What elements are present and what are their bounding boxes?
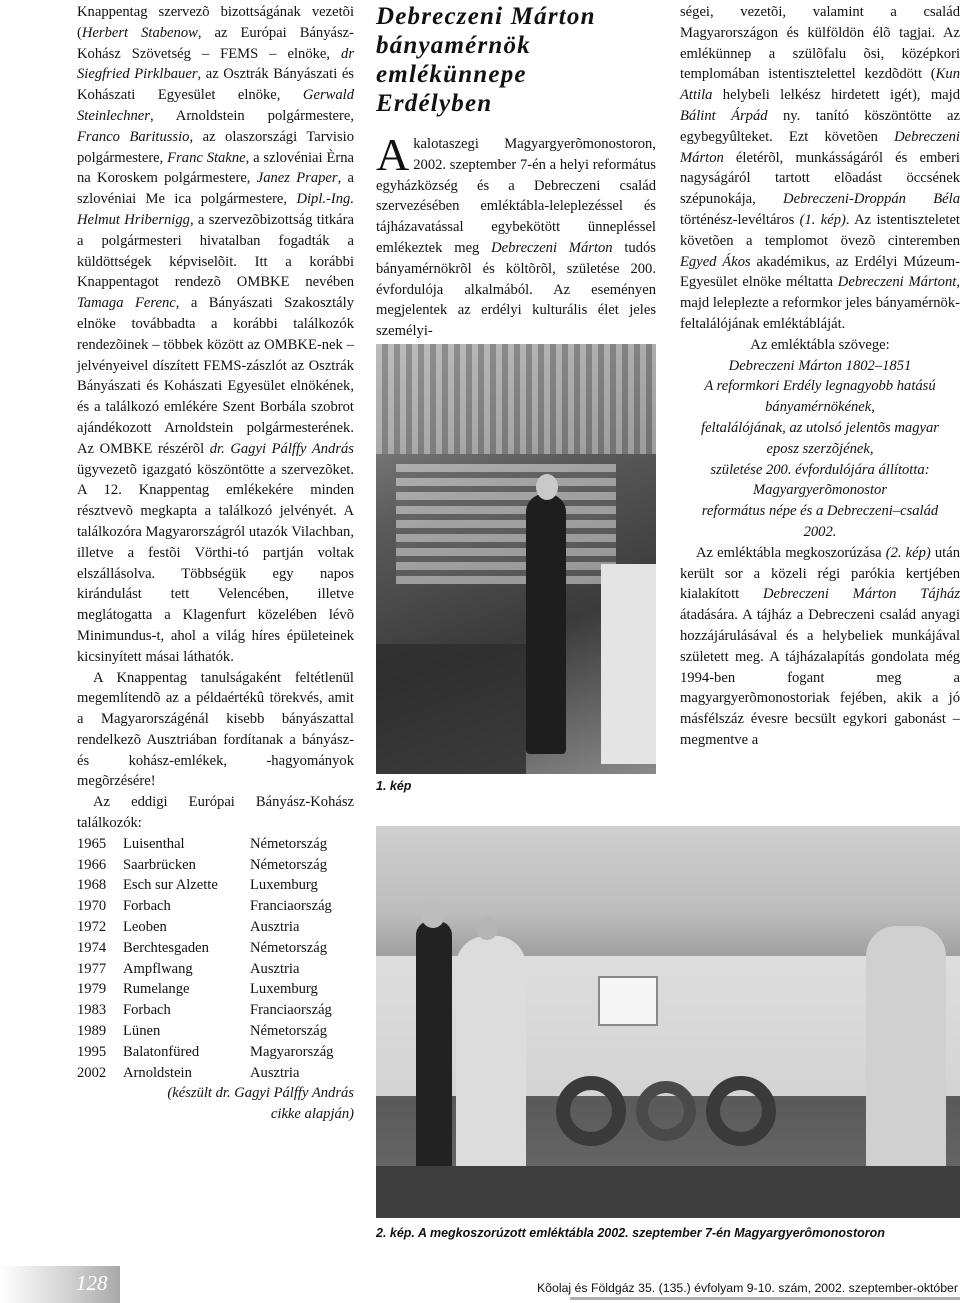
italic-run: Janez Praper: [256, 170, 338, 187]
meeting-city: Lünen: [123, 1023, 161, 1040]
table-row: [77, 938, 354, 959]
text-run: ügyvezetõ igazgató köszöntötte a szervezõket. A 12. Knappentag emlékekére minden résztvevõ megkapta a találkozó jelvényét. A találkozóra Magyarországról utazók Vilachban, illetve a festõi Vörthi-tó partján voltak elszállásolva. Többségük egy napos kirándulást tett Velencében, illetve meglátogatta a Klagenfurt közelében lévõ Minimundus-t, ahol a világ híres épületeinek kicsinyített másai láthatók.: [77, 461, 354, 665]
italic-run: Herbert Stabenow: [81, 24, 198, 41]
meeting-year: 1966: [77, 856, 107, 873]
meeting-country: Franciaország: [250, 1002, 332, 1019]
italic-run: (2. kép): [885, 544, 931, 561]
text-run: , az olaszországi Tarvisio polgármestere,: [77, 128, 354, 166]
italic-run: Debreczeni-Droppán Béla: [783, 191, 960, 208]
meeting-city: Luisenthal: [123, 835, 185, 852]
italic-run: Kun Attila: [680, 66, 960, 104]
italic-run: Franco Baritussio: [77, 128, 190, 145]
meeting-year: 1977: [77, 960, 107, 977]
title-line-2: bányamérnök emlékünnepe: [376, 32, 531, 88]
meeting-year: 1965: [77, 835, 107, 852]
intro-paragraph: [376, 129, 656, 342]
text-run: életérõl, munkásságáról és emberi nagyságáról tartott elõadást öccsének szépunokája,: [680, 149, 960, 208]
meeting-city: Berchtesgaden: [123, 939, 209, 956]
page-number: 128: [76, 1271, 108, 1295]
plaque-line: bányamérnökének,: [765, 399, 875, 416]
col3-paragraph-3: [680, 543, 960, 751]
col1-paragraph-3: Az eddigi Európai Bányász-Kohász találkozók:: [77, 794, 354, 832]
text-run: , az Európai Bányász-Kohász Szövetség – FEMS – elnöke,: [77, 24, 355, 62]
text-run: után került sor a közeli régi parókia kertjében kialakított: [680, 544, 960, 603]
meeting-country: Magyarország: [250, 1043, 334, 1060]
column-1: [77, 2, 354, 1125]
text-run: , Arnoldstein polgármestere,: [149, 107, 354, 124]
meeting-city: Rumelange: [123, 981, 190, 998]
table-row: [77, 855, 354, 876]
text-run: , a szlovéniai Èrna na Koroskem polgármestere,: [77, 149, 354, 187]
text-run: helybeli lelkész hirdetett igét), majd: [712, 87, 960, 104]
meeting-country: Ausztria: [250, 1064, 300, 1081]
meetings-table: [77, 834, 354, 1084]
text-run: kalotaszegi Magyargyerõmonostoron, 2002. szeptember 7-én a helyi református egyházközség és a Debreczeni család szervezésében emléktábla-leleplezéssel és tájházavatással egybekötött ünnepléssel emlékeztek meg: [376, 136, 656, 256]
plaque-line: eposz szerzõjének,: [766, 440, 874, 457]
meeting-year: 1995: [77, 1043, 107, 1060]
meeting-year: 2002: [77, 1064, 107, 1081]
table-row: [77, 896, 354, 917]
table-row: [77, 1000, 354, 1021]
plaque-line: református népe és a Debreczeni–család: [701, 503, 939, 520]
text-run: ségei, vezetõi, valamint a család Magyarországon és külföldön élõ tagjai. Az emlékünnep a szülõfalu õsi, középkori templomában istentisztelettel kezdõdött (: [680, 4, 960, 83]
col1-paragraph-1: [77, 2, 354, 668]
italic-run: Egyed Ákos: [680, 253, 751, 270]
text-run: . Az istentiszteletet követõen a templomot övezõ cinteremben: [680, 211, 960, 249]
intro-text: [376, 129, 656, 340]
meeting-country: Franciaország: [250, 898, 332, 915]
page-number-block: [0, 1266, 120, 1303]
credit-line-1: (készült dr. Gagyi Pálffy András: [167, 1085, 354, 1102]
article-title: [376, 2, 656, 118]
italic-run: Debreczeni Márton: [680, 128, 960, 166]
meeting-city: Balatonfüred: [123, 1043, 200, 1060]
meeting-year: 1968: [77, 877, 107, 894]
drop-cap: A: [376, 129, 410, 180]
caption-photo-1: 1. kép: [376, 779, 412, 793]
plaque-line: feltalálójának, az utolsó jelentõs magyar: [701, 419, 939, 436]
title-line-3: Erdélyben: [376, 90, 493, 117]
meeting-city: Forbach: [123, 1002, 171, 1019]
meeting-city: Arnoldstein: [123, 1064, 192, 1081]
text-run: Az emléktábla megkoszorúzása: [696, 544, 886, 561]
meeting-country: Németország: [250, 835, 327, 852]
italic-run: dr Siegfried Pirklbauer: [77, 45, 354, 83]
italic-run: Dipl.-Ing. Helmut Hribernigg: [77, 191, 354, 228]
text-run: , az Osztrák Bányászati és Kohászati Egyesület elnöke,: [77, 66, 354, 104]
text-run: , a szervezõbizottság titkára a polgármesteri hivatalban fogadták a küldöttségek képviselõit. Itt a korábbi Knappentagot rendezõ OMBKE nevében: [77, 211, 354, 291]
meeting-country: Németország: [250, 1023, 327, 1040]
plaque-line: 2002.: [803, 523, 837, 540]
table-row: [77, 959, 354, 980]
italic-run: Debreczeni Márton: [491, 239, 613, 256]
text-run: akadémikus, az Erdélyi Múzeum-Egyesület elnöke méltatta: [680, 253, 960, 291]
meeting-year: 1974: [77, 939, 107, 956]
text-run: , a Bányászati Szakosztály elnöke továbbadta a korábbi találkozók rendezõinek – többek között az OMBKE-nek – jelvényeivel díszített FEMS-zászlót az Osztrák Bányászati és Kohászati Egyesület elnökének, és a találkozó emlékére Szent Borbála szobrot ajándékozott Arnoldstein polgármesterének. Az OMBKE részérõl: [77, 295, 354, 457]
meeting-year: 1972: [77, 919, 107, 936]
table-row: [77, 979, 354, 1000]
meeting-city: Forbach: [123, 898, 171, 915]
photo-church-lecture: [376, 344, 656, 774]
meeting-country: Luxemburg: [250, 877, 318, 894]
caption-photo-2: 2. kép. A megkoszorúzott emléktábla 2002. szeptember 7-én Magyargyerômonostoron: [376, 1226, 885, 1240]
table-row: [77, 917, 354, 938]
column-2: [376, 2, 656, 342]
italic-run: Debreczeni Mártont: [837, 274, 957, 291]
text-run: ny. tanító köszöntötte az egybegyûlteket. Ezt követõen: [680, 107, 960, 145]
table-row: [77, 834, 354, 855]
meeting-year: 1979: [77, 981, 107, 998]
col3-paragraph-1: [680, 2, 960, 335]
table-row: [77, 875, 354, 896]
text-run: átadására. A tájház a Debreczeni család anyagi hozzájárulásával és a helybeliek munkájával született meg. A tájházalapítás gondolata még 1994-ben fogant meg a magyargyerõmonostoriak fejében, akik a jó másfélszáz évesre becsült egykori gabonást – megmentve a: [680, 607, 960, 748]
italic-run: Gerwald Steinlechner: [77, 87, 354, 124]
meeting-country: Ausztria: [250, 960, 300, 977]
credit-line-2: cikke alapján): [270, 1106, 354, 1123]
meeting-city: Saarbrücken: [123, 856, 196, 873]
journal-footer: Kõolaj és Földgáz 35. (135.) évfolyam 9-10. szám, 2002. szeptember-október: [536, 1281, 958, 1295]
column-3: [680, 2, 960, 751]
meeting-country: Németország: [250, 856, 327, 873]
meeting-country: Ausztria: [250, 919, 300, 936]
meeting-year: 1989: [77, 1023, 107, 1040]
meeting-city: Ampflwang: [123, 960, 193, 977]
meeting-year: 1970: [77, 898, 107, 915]
table-row: [77, 1042, 354, 1063]
italic-run: Tamaga Ferenc: [77, 295, 176, 312]
italic-run: Franc Stakne: [167, 149, 246, 166]
meeting-country: Luxemburg: [250, 981, 318, 998]
table-row: [77, 1063, 354, 1084]
text-run: tudós bányamérnökrõl és költõrõl, születése 200. évfordulója alkalmából. Az eseményen megjelentek az erdélyi kulturális élet jeles személyi-: [376, 239, 656, 340]
meeting-year: 1983: [77, 1002, 107, 1019]
plaque-line: születése 200. évfordulójára állította:: [710, 461, 930, 478]
text-run: , a szlovéniai Me ica polgármestere,: [77, 170, 354, 208]
plaque-line: A reformkori Erdély legnagyobb hatású: [704, 378, 936, 395]
title-line-1: Debreczeni Márton: [376, 3, 596, 30]
meeting-city: Leoben: [123, 919, 167, 936]
meeting-country: Németország: [250, 939, 327, 956]
plaque-heading: Az emléktábla szövege:: [750, 336, 890, 353]
italic-run: Debreczeni Márton Tájház: [762, 586, 960, 603]
italic-run: Bálint Árpád: [680, 107, 768, 124]
table-row: [77, 1021, 354, 1042]
plaque-line: Magyargyerõmonostor: [752, 482, 888, 499]
col1-paragraph-2: A Knappentag tanulságaként feltétlenül megemlítendõ az a példaértékû törekvés, amit a Magyarországénál kisebb bányászattal rendelkezõ Ausztriában fordítanak a bányász- és kohász-emlékek, -hagyományok megõrzésére!: [77, 669, 354, 790]
text-run: Knappentag szervezõ bizottságának vezetõi (: [77, 4, 354, 41]
text-run: történész-levéltáros: [680, 211, 800, 228]
plaque-text: [680, 356, 960, 543]
photo-wreathed-plaque: [376, 826, 960, 1218]
text-run: , majd leleplezte a reformkor jeles bányamérnök-feltalálójának emléktábláját.: [680, 274, 960, 332]
meeting-city: Esch sur Alzette: [123, 877, 218, 894]
footer-rule: [570, 1297, 960, 1300]
plaque-line: Debreczeni Márton 1802–1851: [728, 357, 912, 374]
italic-run: dr. Gagyi Pálffy András: [209, 440, 354, 457]
italic-run: (1. kép): [799, 211, 846, 228]
